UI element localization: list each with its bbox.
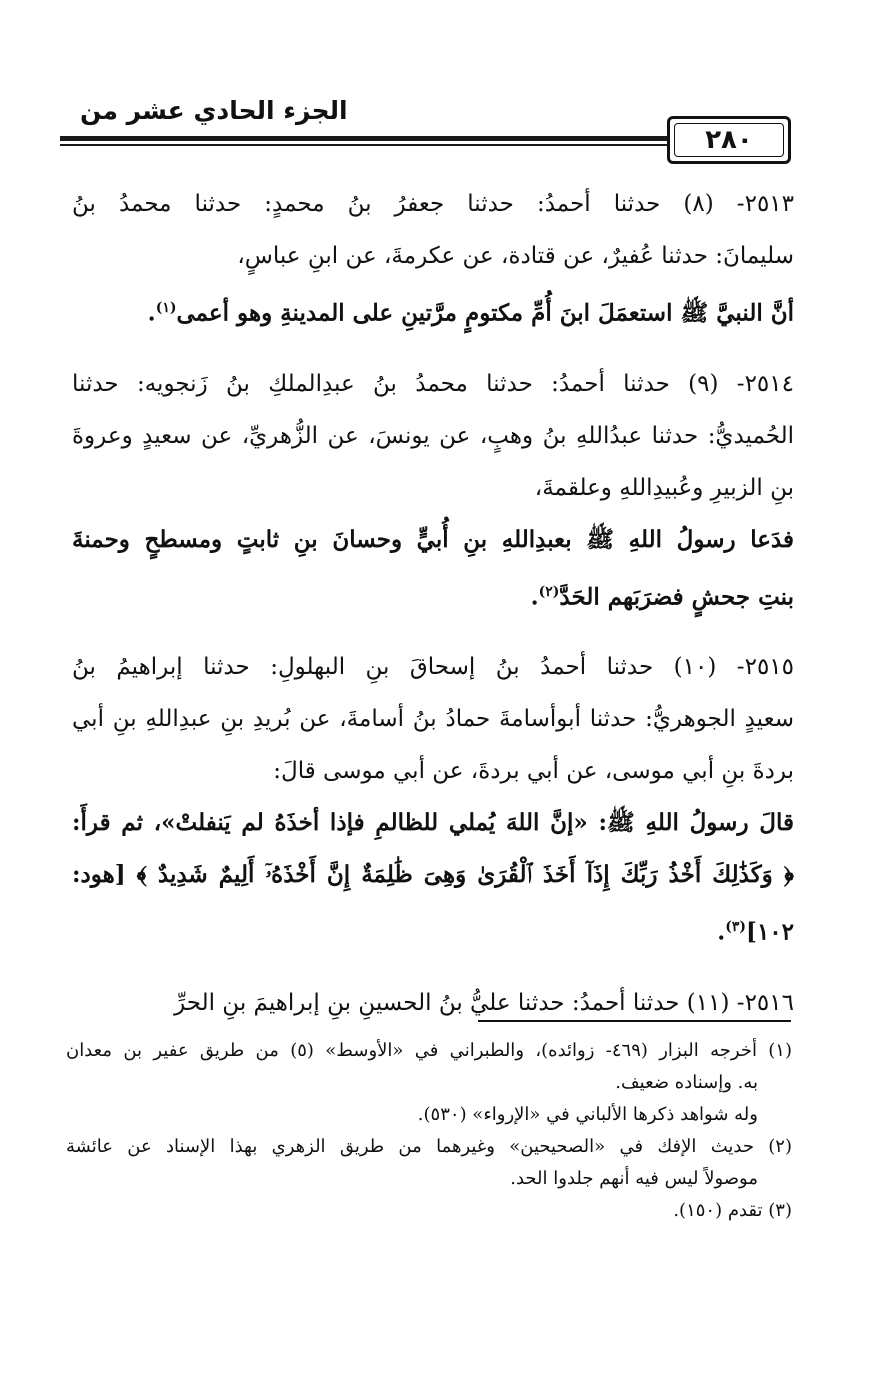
isnad-line: سليمانَ: حدثنا عُفيرٌ، عن قتادة، عن عكرمةَ، عن ابنِ عباسٍ، [237, 243, 794, 269]
page-header [60, 92, 820, 162]
footnote-ref: (٣) [725, 919, 747, 936]
footnotes [66, 1035, 792, 1227]
page-number-box [667, 116, 791, 164]
running-title: الجزء الحادي عشر من [80, 96, 348, 125]
matn-line: أنَّ النبيَّ ﷺ استعمَلَ ابنَ أُمِّ مكتومٍ مرَّتينِ على المدينةِ وهو أعمى$^{(١)}$. [147, 299, 794, 327]
footnote-line: به. وإسناده ضعيف. [615, 1072, 758, 1093]
page-number: ٢٨٠ [705, 125, 753, 155]
hadith-entry [72, 358, 794, 624]
hadith-entry [72, 641, 794, 959]
isnad-line: ٢٥١٦- (١١) حدثنا أحمدُ: حدثنا عليُّ بنُ الحسينِ بنِ إبراهيمَ بنِ الحرِّ [174, 989, 794, 1016]
footnote-ref: (٢) [538, 583, 560, 600]
matn-text: بنتِ جحشٍ فضرَبَهم الحَدَّ [559, 583, 794, 611]
matn-line: بنتِ جحشٍ فضرَبَهم الحَدَّ$^{(٢)}$. [530, 583, 794, 611]
footnote-line: (٢) حديث الإفك في «الصحيحين» وغيرهما من طريق الزهري بهذا الإسناد عن عائشة [66, 1136, 792, 1157]
isnad-line: سعيدٍ الجوهريُّ: حدثنا أبوأسامةَ حمادُ بنُ أسامةَ، عن بُريدِ بنِ عبدِاللهِ بنِ أبي [72, 706, 794, 733]
matn-line: فدَعا رسولُ اللهِ ﷺ بعبدِاللهِ بنِ أُبيٍّ وحسانَ بنِ ثابتٍ ومسطحٍ وحمنةَ [72, 525, 794, 553]
footnote-line: موصولاً ليس فيه أنهم جلدوا الحد. [510, 1168, 758, 1189]
matn-text: أنَّ النبيَّ ﷺ استعمَلَ ابنَ أُمِّ مكتومٍ مرَّتينِ على المدينةِ وهو أعمى [176, 299, 794, 327]
isnad-line: الحُميديُّ: حدثنا عبدُاللهِ بنُ وهبٍ، عن يونسَ، عن الزُّهريِّ، عن سعيدٍ وعروةَ [72, 422, 794, 449]
footnote-line: (٣) تقدم (١٥٠). [673, 1200, 792, 1221]
isnad-line: ٢٥١٣- (٨) حدثنا أحمدُ: حدثنا جعفرُ بنُ محمدٍ: حدثنا محمدُ بنُ [72, 191, 794, 217]
isnad-line: بنِ الزبيرِ وعُبيدِاللهِ وعلقمةَ، [534, 474, 794, 501]
footnote-line: (١) أخرجه البزار (٤٦٩- زوائده)، والطبراني في «الأوسط» (٥) من طريق عفير بن معدان [66, 1040, 792, 1061]
isnad-line: ٢٥١٤- (٩) حدثنا أحمدُ: حدثنا محمدُ بنُ عبدِالملكِ بنُ زَنجويه: حدثنا [72, 370, 794, 397]
hadith-entry [72, 178, 794, 340]
footnote-ref: (١) [155, 300, 177, 316]
isnad-line: بردةَ بنِ أبي موسى، عن أبي بردةَ، عن أبي موسى قالَ: [273, 758, 794, 785]
matn-line: قالَ رسولُ اللهِ ﷺ: «إنَّ اللهَ يُملي للظالمِ فإذا أخذَهُ لم يَنفلتْ»، ثم قرأَ: [72, 809, 794, 837]
footnote-line: وله شواهد ذكرها الألباني في «الإرواء» (٥٣٠). [417, 1104, 758, 1125]
verse-reference-end: ١٠٢] [746, 918, 794, 946]
isnad-line: ٢٥١٥- (١٠) حدثنا أحمدُ بنُ إسحاقَ بنِ البهلولِ: حدثنا إبراهيمُ بنُ [72, 654, 794, 681]
matn-line: ١٠٢]$^{(٣)}$. [717, 918, 794, 946]
quran-verse-line: ﴿ وَكَذَٰلِكَ أَخْذُ رَبِّكَ إِذَآ أَخَذَ ٱلْقُرَىٰ وَهِىَ ظَٰلِمَةٌ إِنَّ أَخْذَهُۥٓ أَلِيمٌ شَدِيدٌ ﴾ [هود: [72, 861, 794, 889]
main-text [72, 178, 794, 1047]
footnote-separator [478, 1020, 791, 1022]
